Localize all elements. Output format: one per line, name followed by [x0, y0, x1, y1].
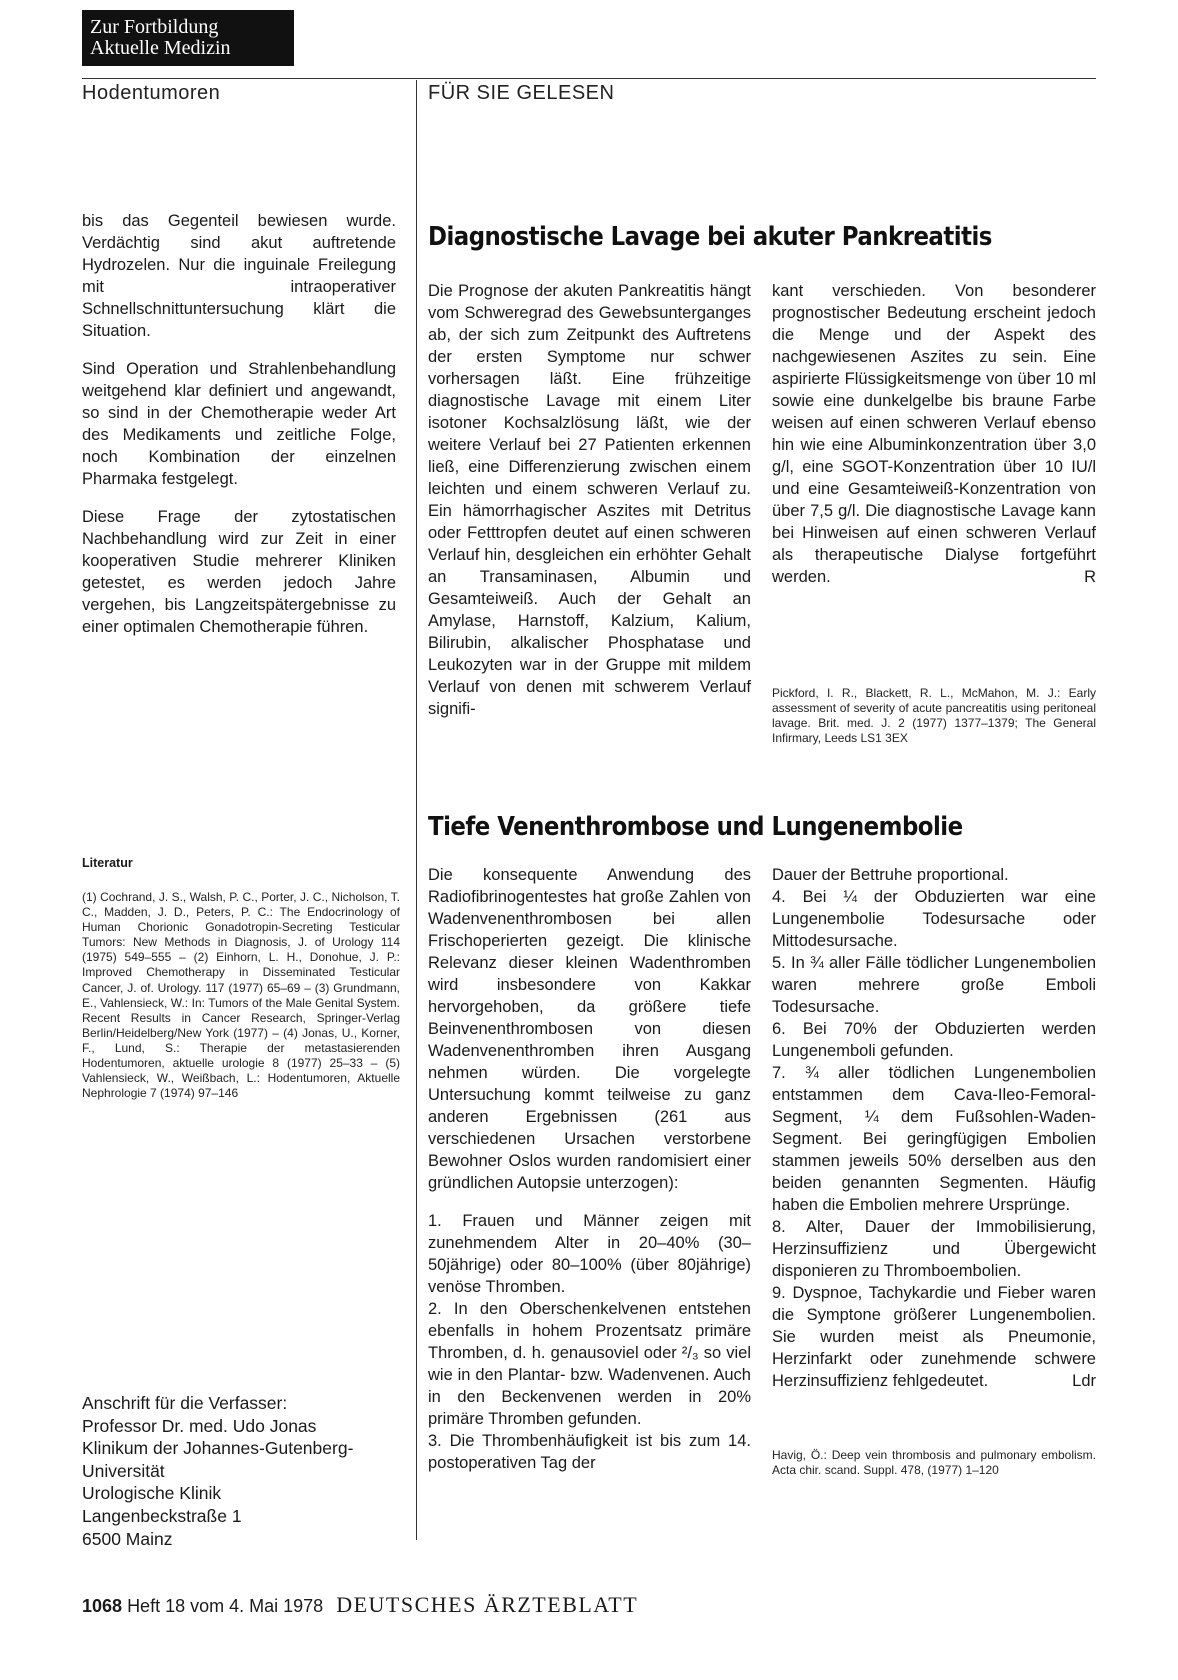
article-2-column-1	[428, 864, 751, 1474]
column-divider	[416, 80, 417, 1540]
finding-item: 7. ¾ aller tödlichen Lungenembolien entstammen dem Cava-Ileo-Femoral-Segment, ¼ dem Fußsohlen-Waden-Segment. Bei geringfügigen Embolien stammen jeweils 50% derselben aus den beiden genannten Segmenten. Häufig haben die Embolien mehrere Ursprünge.	[772, 1064, 1096, 1214]
finding-item: 1. Frauen und Männer zeigen mit zunehmendem Alter in 20–40% (30–50jährige) oder 80–100% (über 80jährige) venöse Thromben.	[428, 1212, 751, 1296]
author-address	[82, 1392, 402, 1550]
article-1-title: Diagnostische Lavage bei akuter Pankreatitis	[428, 222, 992, 252]
left-paragraph: Sind Operation und Strahlenbehandlung weitgehend klar definiert und angewandt, so sind in der Chemotherapie weder Art des Medikaments und zeitliche Folge, noch Kombination der einzelnen Pharmaka festgelegt.	[82, 360, 396, 488]
journal-name: DEUTSCHES ÄRZTEBLATT	[336, 1592, 639, 1617]
left-paragraph: bis das Gegenteil bewiesen wurde. Verdächtig sind akut auftretende Hydrozelen. Nur die inguinale Freilegung mit intraoperativer Schnellschnittuntersuchung klärt die Situation.	[82, 212, 396, 340]
literature-list: (1) Cochrand, J. S., Walsh, P. C., Porter, J. C., Nicholson, T. C., Madden, J. D., Peters, P. C.: The Endocrinology of Human Chorionic Gonadotropin-Secreting Testicular Tumors: New Methods in Diagnosis, J. of Urology 114 (1975) 549–555 – (2) Einhorn, L. H., Donohue, J. P.: Improved Chemotherapy in Disseminated Testicular Cancer, J. of. Urology. 117 (1977) 65–69 – (3) Grundmann, E., Vahlensieck, W.: In: Tumors of the Male Genital System. Recent Results in Cancer Research, Springer-Verlag Berlin/Heidelberg/New York (1977) – (4) Jonas, U., Korner, F., Lund, S.: Therapie der metastasierenden Hodentumoren, aktuelle urologie 8 (1977) 25–33 – (5) Vahlensieck, W., Weißbach, L.: Hodentumoren, Aktuelle Nephrologie 7 (1974) 97–146	[82, 890, 400, 1101]
address-line: 6500 Mainz	[82, 1528, 173, 1549]
address-line: Anschrift für die Verfasser:	[82, 1393, 288, 1413]
article-1-column-2	[772, 280, 1096, 588]
address-line: Professor Dr. med. Udo Jonas	[82, 1415, 317, 1436]
article-1-reference: Pickford, I. R., Blackett, R. L., McMahon, M. J.: Early assessment of severity of acute pancreatitis using peritoneal lavage. Brit. med. J. 2 (1977) 1377–1379; The General Infirmary, Leeds LS1 3EX	[772, 686, 1096, 745]
left-column-text	[82, 210, 396, 654]
finding-item: 5. In ¾ aller Fälle tödlicher Lungenembolien waren mehrere große Emboli Todesursache.	[772, 954, 1096, 1016]
address-line: Langenbeckstraße 1	[82, 1505, 242, 1526]
article-1-signature: R	[1084, 568, 1096, 586]
article-1-text-end: kant verschieden. Von besonderer prognostischer Bedeutung erscheint jedoch die Menge und der Aspekt des nachgewiesenen Aszites zu sein. Eine aspirierte Flüssigkeitsmenge von über 10 ml sowie eine dunkelgelbe bis braune Farbe weisen auf einen schweren Verlauf ebenso hin wie eine Albuminkonzentration über 3,0 g/l, eine SGOT-Konzentration über 10 IU/l und eine Gesamteiweiß-Konzentration von über 7,5 g/l. Die diagnostische Lavage kann bei Hinweisen auf einen schweren Verlauf als therapeutische Dialyse fortgeführt werden.	[772, 282, 1096, 586]
article-2-signature: Ldr	[1072, 1372, 1096, 1390]
literature-heading: Literatur	[82, 856, 133, 870]
article-2-intro: Die konsequente Anwendung des Radiofibrinogentestes hat große Zahlen von Wadenvenenthrombosen bei allen Frischoperierten gezeigt. Die klinische Relevanz dieser kleinen Wadenthromben wird insbesondere von Kakkar hervorgehoben, da größere tiefe Beinvenenthrombosen von diesen Wadenvenenthromben ihren Ausgang nehmen würden. Die vorgelegte Untersuchung kommt teilweise zu ganz anderen Ergebnissen (261 aus verschiedenen Ursachen verstorbene Bewohner Oslos wurden randomisiert einer gründlichen Autopsie unterzogen):	[428, 866, 751, 1192]
article-2-title: Tiefe Venenthrombose und Lungenembolie	[428, 812, 963, 842]
finding-item-text: 9. Dyspnoe, Tachykardie und Fieber waren die Symptone größerer Lungenembolien. Sie wurden meist als Pneumonie, Herzinfarkt oder zunehmende schwere Herzinsuffizienz fehlgedeutet.	[772, 1284, 1096, 1390]
finding-item: 3. Die Thrombenhäufigkeit ist bis zum 14. postoperativen Tag der	[428, 1432, 751, 1472]
badge-line-2: Aktuelle Medizin	[90, 37, 231, 59]
address-line: Klinikum der Johannes-Gutenberg-Universität	[82, 1438, 354, 1481]
address-line: Urologische Klinik	[82, 1483, 222, 1504]
left-section-title: Hodentumoren	[82, 82, 221, 104]
issue-info: Heft 18 vom 4. Mai 1978	[127, 1596, 324, 1616]
finding-item: 4. Bei ¼ der Obduzierten war eine Lungenembolie Todesursache oder Mittodesursache.	[772, 888, 1096, 950]
article-2-column-2	[772, 864, 1096, 1392]
page-footer	[82, 1592, 638, 1618]
finding-item: 2. In den Oberschenkelvenen entstehen ebenfalls in hohem Prozentsatz primäre Thromben, d. h. genausoviel oder ²/₃ so viel wie in den Plantar- bzw. Wadenvenen. Auch in den Beckenvenen werden in 20% primäre Thromben gefunden.	[428, 1300, 751, 1428]
article-2-reference: Havig, Ö.: Deep vein thrombosis and pulmonary embolism. Acta chir. scand. Suppl. 478, (1977) 1–120	[772, 1448, 1096, 1477]
top-rule	[82, 78, 1096, 79]
finding-item: 8. Alter, Dauer der Immobilisierung, Herzinsuffizienz und Übergewicht disponieren zu Thromboembolien.	[772, 1218, 1096, 1280]
finding-item	[772, 1282, 1096, 1392]
left-paragraph: Diese Frage der zytostatischen Nachbehandlung wird zur Zeit in einer kooperativen Studie mehrerer Kliniken getestet, es werden jedoch Jahre vergehen, bis Langzeitspätergebnisse zu einer optimalen Chemotherapie führen.	[82, 508, 396, 636]
right-section-title: FÜR SIE GELESEN	[428, 82, 615, 104]
page-number: 1068	[82, 1596, 123, 1616]
finding-item: 6. Bei 70% der Obduzierten werden Lungenemboli gefunden.	[772, 1020, 1096, 1060]
article-1-column-1: Die Prognose der akuten Pankreatitis hängt vom Schweregrad des Gewebsunterganges ab, der sich zum Zeitpunkt des Auftretens der ersten Symptome nur schwer vorhersagen läßt. Eine frühzeitige diagnostische Lavage mit einem Liter isotoner Kochsalzlösung läßt, wie der weitere Verlauf bei 27 Patienten erkennen ließ, eine Differenzierung zwischen einem leichten und einem schweren Verlauf zu. Ein hämorrhagischer Aszites mit Detritus oder Fetttropfen deutet auf einen schweren Verlauf hin, desgleichen ein erhöhter Gehalt an Transaminasen, Albumin und Gesamteiweiß. Auch der Gehalt an Amylase, Harnstoff, Kalzium, Kalium, Bilirubin, alkalischer Phosphatase und Leukozyten war in der Gruppe mit mildem Verlauf von denen mit schwerem Verlauf signifi-	[428, 282, 751, 718]
finding-item: Dauer der Bettruhe proportional.	[772, 866, 1009, 884]
section-badge	[82, 10, 294, 66]
badge-line-1: Zur Fortbildung	[90, 16, 219, 38]
